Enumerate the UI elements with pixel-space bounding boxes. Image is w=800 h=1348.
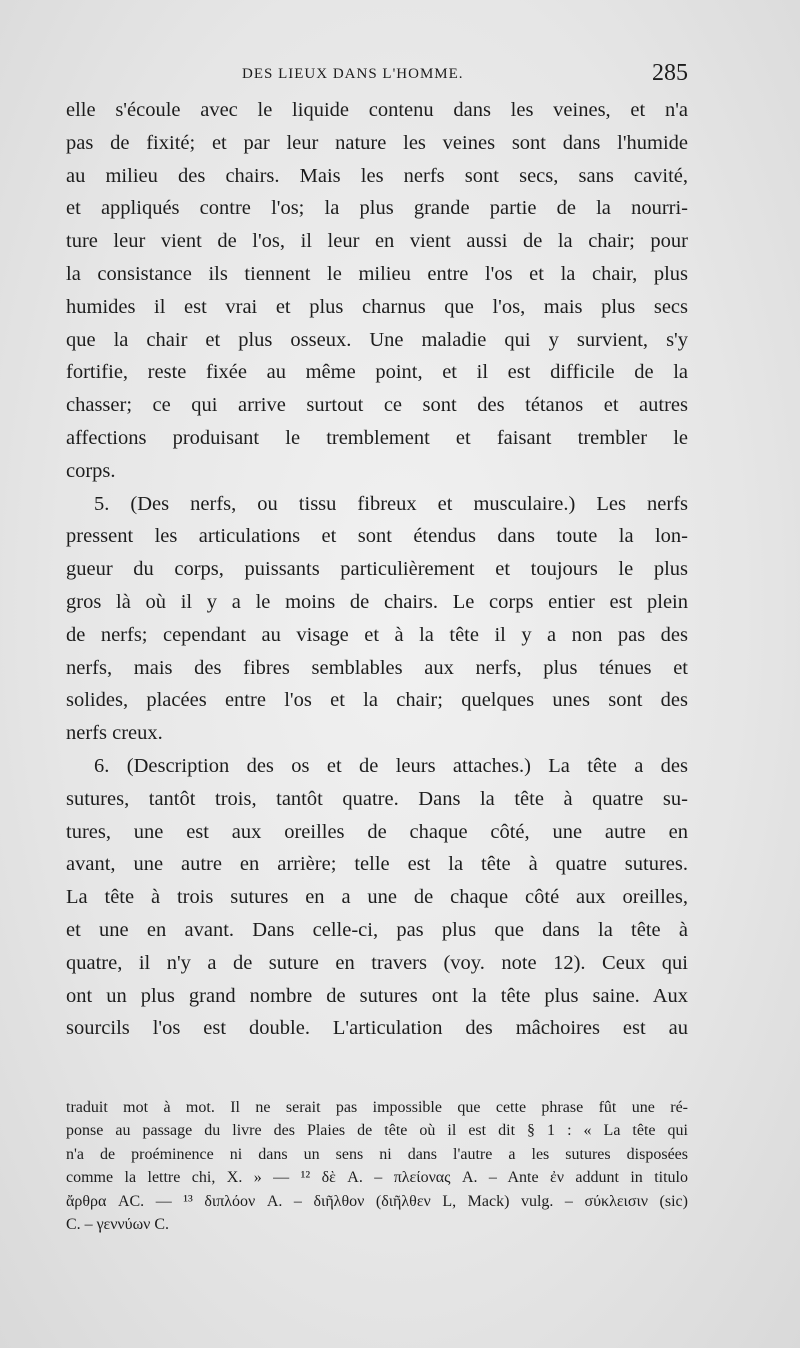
text-line: la consistance ils tiennent le milieu entre l'os et la chair, plus (66, 262, 688, 285)
text-line: et appliqués contre l'os; la plus grande partie de la nourri- (66, 197, 688, 220)
footnote-line: ponse au passage du livre des Plaies de tête où il est dit § 1 : « La tête qui (66, 1122, 688, 1140)
text-line: gros là où il y a le moins de chairs. Le corps entier est plein (66, 590, 688, 613)
text-line: fortifie, reste fixée au même point, et il est difficile de la (66, 361, 688, 384)
text-line: tures, une est aux oreilles de chaque côté, une autre en (66, 820, 688, 843)
text-line: La tête à trois sutures en a une de chaque côté aux oreilles, (66, 886, 688, 909)
text-line: pas de fixité; et par leur nature les veines sont dans l'humide (66, 131, 688, 154)
footnotes (66, 1096, 688, 1236)
main-text (66, 94, 688, 1045)
text-line: nerfs creux. (66, 722, 163, 745)
text-line: gueur du corps, puissants particulièrement et toujours le plus (66, 558, 688, 581)
footnote-line: n'a de proéminence ni dans un sens ni dans l'autre a les sutures disposées (66, 1145, 688, 1163)
footnote-line: ἄρθρα AC. — ¹³ διπλόον A. – διῆλθον (διῆλθεν L, Mack) vulg. – σύκλεισιν (sic) (66, 1192, 688, 1210)
text-line: nerfs, mais des fibres semblables aux nerfs, plus ténues et (66, 656, 688, 679)
text-line: pressent les articulations et sont étendus dans toute la lon- (66, 525, 688, 548)
text-line: ont un plus grand nombre de sutures ont la tête plus saine. Aux (66, 984, 688, 1007)
text-line: de nerfs; cependant au visage et à la tête il y a non pas des (66, 623, 688, 646)
running-title: DES LIEUX DANS L'HOMME. (242, 66, 464, 82)
text-line: elle s'écoule avec le liquide contenu dans les veines, et n'a (66, 99, 688, 121)
text-line: humides il est vrai et plus charnus que l'os, mais plus secs (66, 295, 688, 318)
text-line: et une en avant. Dans celle-ci, pas plus que dans la tête à (66, 918, 688, 941)
footnote-line: traduit mot à mot. Il ne serait pas impossible que cette phrase fût une ré- (66, 1099, 688, 1116)
text-line: corps. (66, 459, 116, 482)
text-line: sutures, tantôt trois, tantôt quatre. Dans la tête à quatre su- (66, 787, 688, 810)
text-line: que la chair et plus osseux. Une maladie qui y survient, s'y (66, 328, 688, 351)
section-6-heading-line: 6. (Description des os et de leurs attaches.) La tête a des (94, 754, 688, 777)
footnote-line: C. – γεννύων C. (66, 1215, 170, 1233)
text-line: affections produisant le tremblement et faisant trembler le (66, 426, 688, 449)
text-line: chasser; ce qui arrive surtout ce sont des tétanos et autres (66, 394, 688, 417)
text-line: quatre, il n'y a de suture en travers (voy. note 12). Ceux qui (66, 951, 688, 974)
text-line: avant, une autre en arrière; telle est la tête à quatre sutures. (66, 853, 688, 876)
text-line: solides, placées entre l'os et la chair; quelques unes sont des (66, 689, 688, 712)
page-header (66, 62, 692, 96)
footnote-line: comme la lettre chi, X. » — ¹² δὲ A. – πλείονας A. – Ante ἐν addunt in titulo (66, 1169, 688, 1187)
page-number: 285 (652, 60, 688, 86)
text-line: sourcils l'os est double. L'articulation des mâchoires est au (66, 1017, 688, 1040)
text-line: au milieu des chairs. Mais les nerfs sont secs, sans cavité, (66, 164, 688, 187)
section-5-heading-line: 5. (Des nerfs, ou tissu fibreux et musculaire.) Les nerfs (94, 492, 688, 515)
text-line: ture leur vient de l'os, il leur en vient aussi de la chair; pour (66, 230, 688, 253)
